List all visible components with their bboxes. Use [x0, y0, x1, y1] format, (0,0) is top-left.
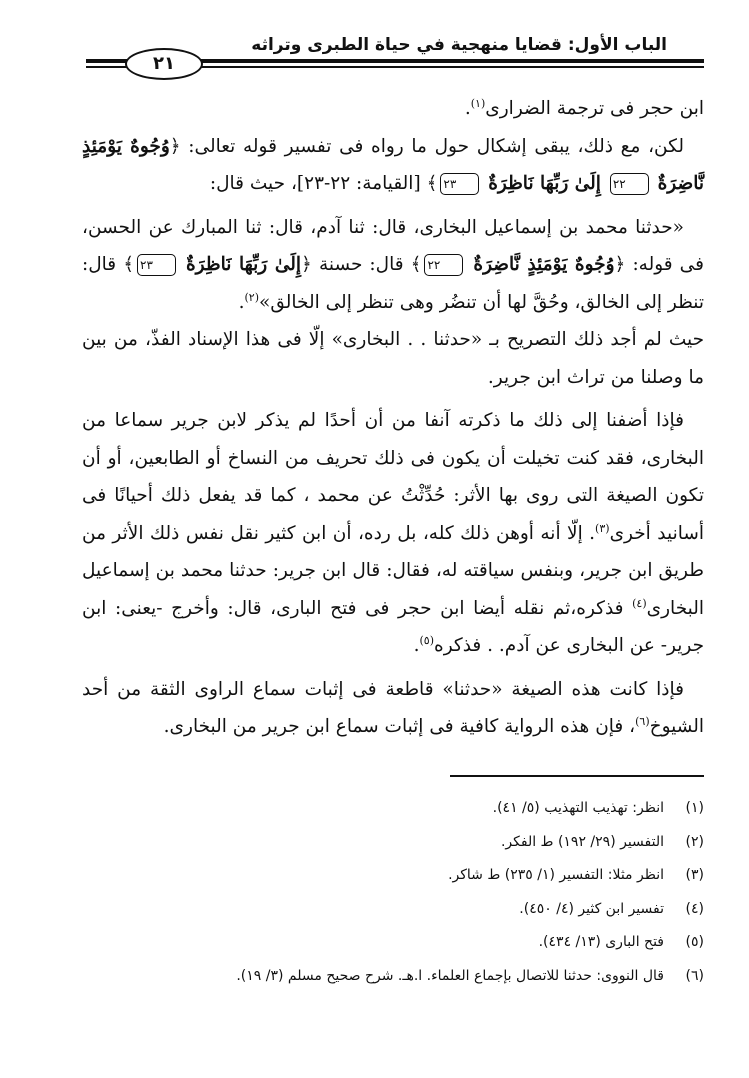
quran-close-bracket: ﴾	[426, 173, 438, 194]
running-header-title: الباب الأول: قضايا منهجية في حياة الطبرى وتراثه	[251, 35, 667, 55]
ayah-number-marker: ٢٢	[424, 254, 463, 276]
footnote-text: قال النووى: حدثنا للاتصال بإجماع العلماء. ا.هـ. شرح صحيح مسلم (٣/ ١٩).	[236, 967, 664, 984]
footnote-item	[82, 960, 704, 994]
footnote-text: تفسير ابن كثير (٤/ ٤٥٠).	[519, 900, 664, 917]
footnote-separator	[450, 775, 704, 777]
footnote-number: (٤)	[685, 900, 704, 917]
main-text	[82, 90, 704, 746]
footnote-item	[82, 926, 704, 960]
footnote-text: فتح البارى (١٣/ ٤٣٤).	[538, 934, 664, 950]
footnote-number: (٦)	[685, 967, 704, 984]
footnote-ref: (٦)	[635, 714, 650, 728]
quran-close-bracket: ﴾	[123, 254, 135, 275]
footnote-text: التفسير (٢٩/ ١٩٢) ط الفكر.	[500, 833, 664, 850]
footnote-text: انظر مثلا: التفسير (١/ ٢٣٥) ط شاكر.	[448, 867, 664, 883]
quran-verse: وُجُوهٌ يَوْمَئِذٍ نَّاضِرَةٌ	[473, 254, 615, 275]
quran-open-bracket: ﴿	[169, 135, 181, 157]
ayah-number-marker: ٢٣	[137, 254, 176, 276]
footnote-ref: (٢)	[244, 290, 260, 304]
footnote-item	[82, 792, 704, 826]
footnote-item	[82, 826, 704, 860]
footnote-text: انظر: تهذيب التهذيب (٥/ ٤١).	[492, 800, 664, 816]
quran-verse: إِلَىٰ رَبِّهَا نَاظِرَةٌ	[488, 173, 601, 194]
footnote-number: (٢)	[685, 833, 704, 850]
footnote-ref: (١)	[470, 96, 486, 110]
footnote-ref: (٣)	[595, 521, 610, 535]
footnote-ref: (٤)	[632, 596, 647, 610]
ayah-number-marker: ٢٢	[610, 173, 649, 195]
quran-verse: وُجُوهٌ يَوْمَئِذٍ نَّاضِرَةٌ	[82, 135, 704, 194]
quran-open-bracket: ﴿	[301, 254, 312, 275]
paragraph-6: فإذا كانت هذه الصيغة «حدثنا» قاطعة فى إثبات سماع الراوى الثقة من أحد الشيوخ$^{(٦)}$، فإن هذه الرواية كافية فى إثبات سماع ابن جرير من البخارى.	[82, 678, 704, 737]
paragraph-3: «حدثنا محمد بن إسماعيل البخارى، قال: ثنا آدم، قال: ثنا المبارك عن الحسن، فى قوله: ﴿وُجُوهٌ يَوْمَئِذٍ نَّاضِرَةٌ ٢٢﴾ قال: حسنة ﴿إِلَىٰ رَبِّهَا نَاظِرَةٌ ٢٣﴾ قال: تنظر إلى الخالق، وحُقَّ لها أن تنضُر وهى تنظر إلى الخالق»$^{(٢)}$.	[82, 216, 704, 313]
footnote-number: (٥)	[685, 934, 704, 950]
footnotes-list	[82, 792, 704, 993]
footnote-number: (٣)	[685, 867, 704, 883]
footnote-ref: (٥)	[419, 633, 435, 647]
quran-close-bracket: ﴾	[410, 254, 422, 275]
paragraph-1: ابن حجر فى ترجمة الضرارى$^{(١)}$.	[464, 96, 704, 119]
paragraph-2: لكن، مع ذلك، يبقى إشكال حول ما رواه فى تفسير قوله تعالى: ﴿وُجُوهٌ يَوْمَئِذٍ نَّاضِرَةٌ ٢٢ إِلَىٰ رَبِّهَا نَاظِرَةٌ ٢٣﴾ [القيامة: ٢٢-٢٣]، حيث قال:	[82, 135, 704, 194]
quran-open-bracket: ﴿	[614, 254, 626, 275]
ayah-number-marker: ٢٣	[440, 173, 479, 195]
footnote-number: (١)	[685, 800, 704, 816]
paragraph-4: حيث لم أجد ذلك التصريح بـ «حدثنا . . البخارى» إلّا فى هذا الإسناد الفذّ، من بين ما وصلنا من تراث ابن جرير.	[82, 329, 704, 388]
page-number: ٢١	[125, 48, 203, 80]
footnote-item	[82, 859, 704, 893]
quran-verse: إِلَىٰ رَبِّهَا نَاظِرَةٌ	[185, 254, 302, 275]
footnote-item	[82, 893, 704, 927]
paragraph-5: فإذا أضفنا إلى ذلك ما ذكرته آنفا من أن أحدًا لم يذكر لابن جرير سماعا من البخارى، فقد كنت تخيلت أن يكون فى ذلك تحريف من النساخ أو الطابعين، أو أن تكون الصيغة التى روى بها الأثر: حُدِّثْتُ عن محمد ، كما قد يفعل ذلك أحيانًا فى أسانيد أخرى$^{(٣)}$. إلّا أنه أوهن ذلك كله، بل رده، أن ابن كثير نقل نفس ذلك الأثر من طريق ابن جرير، وبنفس سياقته له، فقال: قال ابن جرير: حدثنا محمد بن إسماعيل البخارى$^{(٤)}$ فذكره،ثم نقله أيضا ابن حجر فى فتح البارى، قال: وأخرج -يعنى: ابن جرير- عن البخارى عن آدم. . فذكره$^{(٥)}$.	[82, 410, 704, 656]
